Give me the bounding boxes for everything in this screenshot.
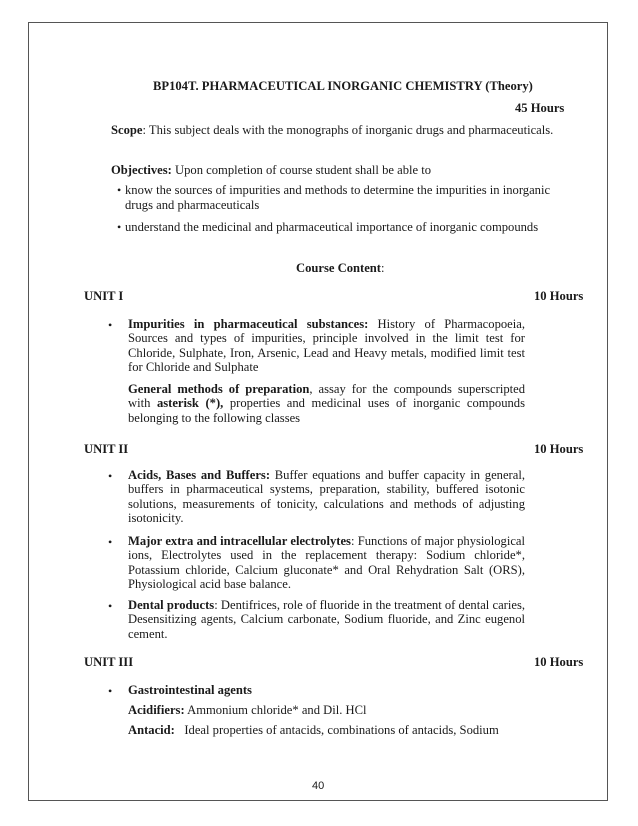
scope-label: Scope [111, 123, 143, 137]
bullet-icon: • [108, 535, 113, 549]
unit-3-hours: 10 Hours [534, 655, 584, 669]
unit-1-impurities: Impurities in pharmaceutical substances: History of Pharmacopoeia, Sources and types of impurities, principle involved in the limit test for Chloride, Sulphate, Iron, Arsenic, Lead and Heavy metals, modified limit test for Chloride and Sulphate [128, 317, 525, 375]
unit-3-acidifiers: Acidifiers: Ammonium chloride* and Dil. HCl [128, 703, 367, 717]
unit-2-electrolytes: Major extra and intracellular electrolytes: Functions of major physiological ions, Electrolytes used in the replacement therapy: Sodium chloride*, Potassium chloride, Calcium gluconate* and Oral Rehydration Salt (ORS), Physiological acid base balance. [128, 534, 525, 592]
scope-line [111, 123, 553, 137]
objectives-label: Objectives: [111, 163, 172, 177]
unit-1-title: UNIT I [84, 289, 124, 303]
unit-3-antacid: Antacid: Ideal properties of antacids, combinations of antacids, Sodium [128, 723, 499, 737]
course-title: BP104T. PHARMACEUTICAL INORGANIC CHEMISTRY (Theory) [153, 79, 533, 93]
bullet-icon: • [108, 469, 113, 483]
bullet-icon: • [108, 318, 113, 332]
unit-2-acids-bases: Acids, Bases and Buffers: Buffer equations and buffer capacity in general, buffers in pharmaceutical systems, preparation, stability, buffered isotonic solutions, measurements of tonicity, calculations and methods of adjusting isotonicity. [128, 468, 525, 526]
objective-item-1-line2: drugs and pharmaceuticals [125, 198, 260, 212]
unit-2-title: UNIT II [84, 442, 129, 456]
objectives-intro: Upon completion of course student shall be able to [171, 163, 432, 177]
unit-1-general-methods: General methods of preparation, assay for the compounds superscripted with asterisk (*), properties and medicinal uses of inorganic compounds belonging to the following classes [128, 382, 525, 425]
bullet-icon: • [108, 599, 113, 613]
unit-3-gastrointestinal: Gastrointestinal agents [128, 683, 252, 697]
unit-3-title: UNIT III [84, 655, 134, 669]
objective-item-1-line1: know the sources of impurities and methods to determine the impurities in inorganic [125, 183, 551, 197]
bullet-icon: • [108, 684, 113, 698]
objectives-line [111, 163, 431, 177]
scope-text: : This subject deals with the monographs of inorganic drugs and pharmaceuticals. [142, 123, 554, 137]
page-number: 40 [312, 780, 325, 792]
unit-1-hours: 10 Hours [534, 289, 584, 303]
bullet-icon: • [117, 220, 122, 234]
unit-2-dental-products: Dental products: Dentifrices, role of fluoride in the treatment of dental caries, Desensitizing agents, Calcium carbonate, Sodium fluoride, and Zinc eugenol cement. [128, 598, 525, 641]
objective-item-2: understand the medicinal and pharmaceutical importance of inorganic compounds [125, 220, 539, 234]
bullet-icon: • [117, 183, 122, 197]
course-hours: 45 Hours [515, 101, 565, 115]
course-content-heading: Course Content: [296, 261, 385, 275]
unit-2-hours: 10 Hours [534, 442, 584, 456]
